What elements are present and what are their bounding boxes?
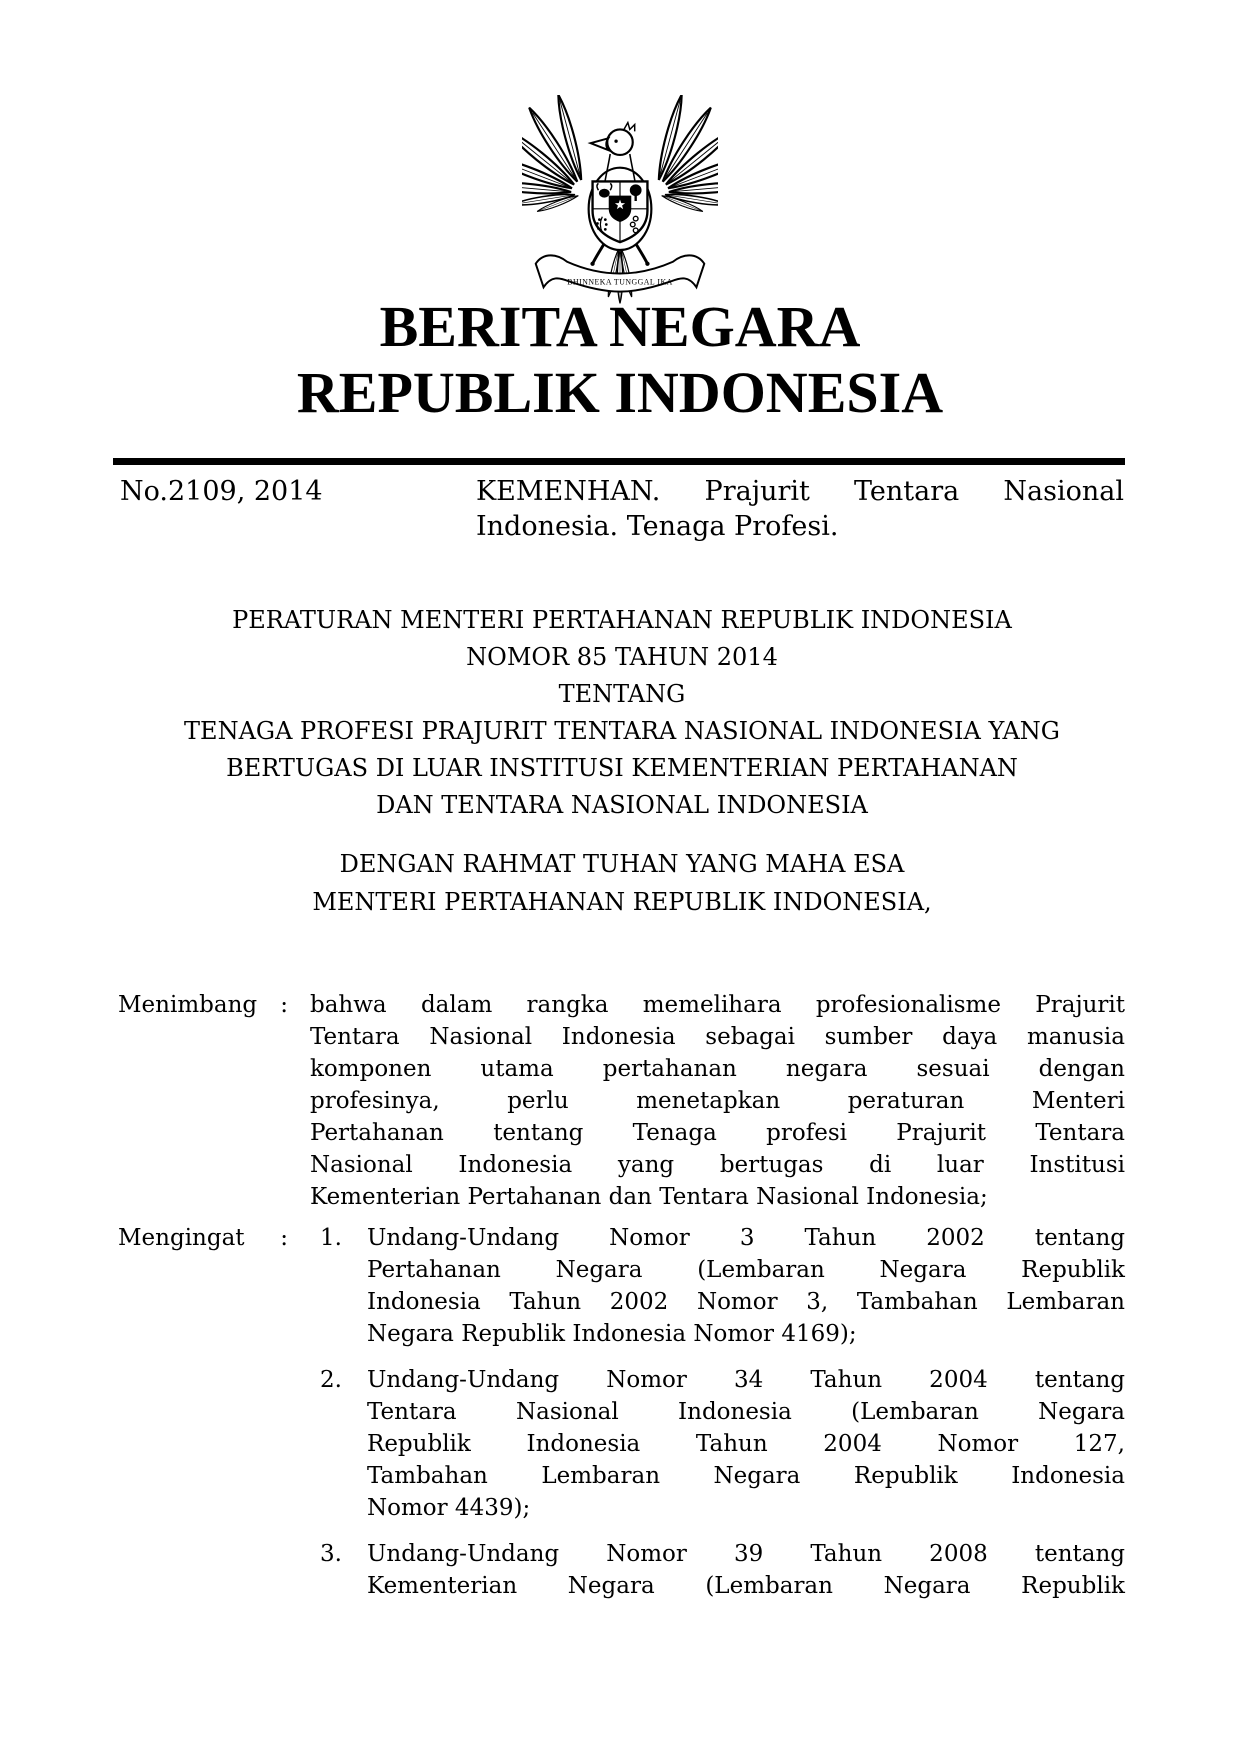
gazette-number: No.2109, 2014 xyxy=(120,476,323,507)
text-line: Nasional Indonesia yang bertugas di luar Institusi xyxy=(310,1152,1125,1178)
text-line: profesinya, perlu menetapkan peraturan Menteri xyxy=(310,1088,1125,1114)
legal-basis-label: Mengingat xyxy=(118,1225,245,1251)
text-line: TENTANG xyxy=(558,680,686,708)
emblem-motto-text: BHINNEKA TUNGGAL IKA xyxy=(567,277,673,287)
text-line: komponen utama pertahanan negara sesuai dengan xyxy=(310,1056,1125,1082)
text-line: Negara Republik Indonesia Nomor 4169); xyxy=(367,1321,857,1347)
text-line: Republik Indonesia Tahun 2004 Nomor 127, xyxy=(367,1431,1125,1457)
authority-line: MENTERI PERTAHANAN REPUBLIK INDONESIA, xyxy=(312,888,932,916)
text-line: Undang-Undang Nomor 39 Tahun 2008 tentang xyxy=(367,1541,1125,1567)
gazette-title-line1: BERITA NEGARA xyxy=(379,294,861,359)
legal-basis-label-cell xyxy=(118,1222,288,1602)
gazette-subject-lines xyxy=(476,474,1124,544)
item-number: 2. xyxy=(320,1367,342,1393)
text-line: KEMENHAN. Prajurit Tentara Nasional xyxy=(476,476,1124,507)
text-line: DAN TENTARA NASIONAL INDONESIA xyxy=(376,791,868,819)
legal-basis-item xyxy=(320,1364,1125,1524)
text-line: Nomor 4439); xyxy=(367,1495,531,1521)
legal-basis-colon: : xyxy=(280,1225,288,1251)
considerations-label: Menimbang xyxy=(118,992,258,1018)
regulation-title-block xyxy=(120,602,1124,824)
text-line: Indonesia. Tenaga Profesi. xyxy=(476,511,839,542)
text-line: bahwa dalam rangka memelihara profesionalisme Prajurit xyxy=(310,992,1125,1018)
item-number: 3. xyxy=(320,1541,342,1567)
item-number: 1. xyxy=(320,1225,342,1251)
text-line: Tentara Nasional Indonesia (Lembaran Negara xyxy=(367,1399,1125,1425)
item-text xyxy=(367,1222,1125,1350)
legal-basis-list xyxy=(320,1222,1125,1602)
gazette-masthead-title xyxy=(0,294,1240,426)
text-line: BERTUGAS DI LUAR INSTITUSI KEMENTERIAN PERTAHANAN xyxy=(226,754,1018,782)
text-line: NOMOR 85 TAHUN 2014 xyxy=(466,643,778,671)
text-line: TENAGA PROFESI PRAJURIT TENTARA NASIONAL INDONESIA YANG xyxy=(184,717,1060,745)
considerations-section xyxy=(118,989,1125,1213)
text-line: PERATURAN MENTERI PERTAHANAN REPUBLIK INDONESIA xyxy=(232,606,1012,634)
considerations-text xyxy=(310,989,1125,1213)
invocation-line: DENGAN RAHMAT TUHAN YANG MAHA ESA xyxy=(339,850,905,878)
considerations-label-cell xyxy=(118,989,288,1213)
text-line: Tambahan Lembaran Negara Republik Indonesia xyxy=(367,1463,1125,1489)
garuda-pancasila-emblem xyxy=(522,95,718,307)
text-line: Kementerian Pertahanan dan Tentara Nasional Indonesia; xyxy=(310,1184,988,1210)
legal-basis-item xyxy=(320,1222,1125,1350)
legal-basis-item xyxy=(320,1538,1125,1602)
text-line: Indonesia Tahun 2002 Nomor 3, Tambahan Lembaran xyxy=(367,1289,1125,1315)
masthead-divider-rule xyxy=(113,458,1125,465)
considerations-colon: : xyxy=(280,992,288,1018)
text-line: Undang-Undang Nomor 3 Tahun 2002 tentang xyxy=(367,1225,1125,1251)
gazette-title-line2: REPUBLIK INDONESIA xyxy=(296,360,944,425)
text-line: Tentara Nasional Indonesia sebagai sumber daya manusia xyxy=(310,1024,1125,1050)
text-line: Kementerian Negara (Lembaran Negara Republik xyxy=(367,1573,1125,1599)
text-line: Pertahanan tentang Tenaga profesi Prajurit Tentara xyxy=(310,1120,1125,1146)
garuda-emblem-drawing xyxy=(522,95,718,307)
text-line: Undang-Undang Nomor 34 Tahun 2004 tentang xyxy=(367,1367,1125,1393)
item-text xyxy=(367,1538,1125,1602)
legal-basis-section xyxy=(118,1222,1125,1602)
item-text xyxy=(367,1364,1125,1524)
text-line: Pertahanan Negara (Lembaran Negara Republik xyxy=(367,1257,1125,1283)
